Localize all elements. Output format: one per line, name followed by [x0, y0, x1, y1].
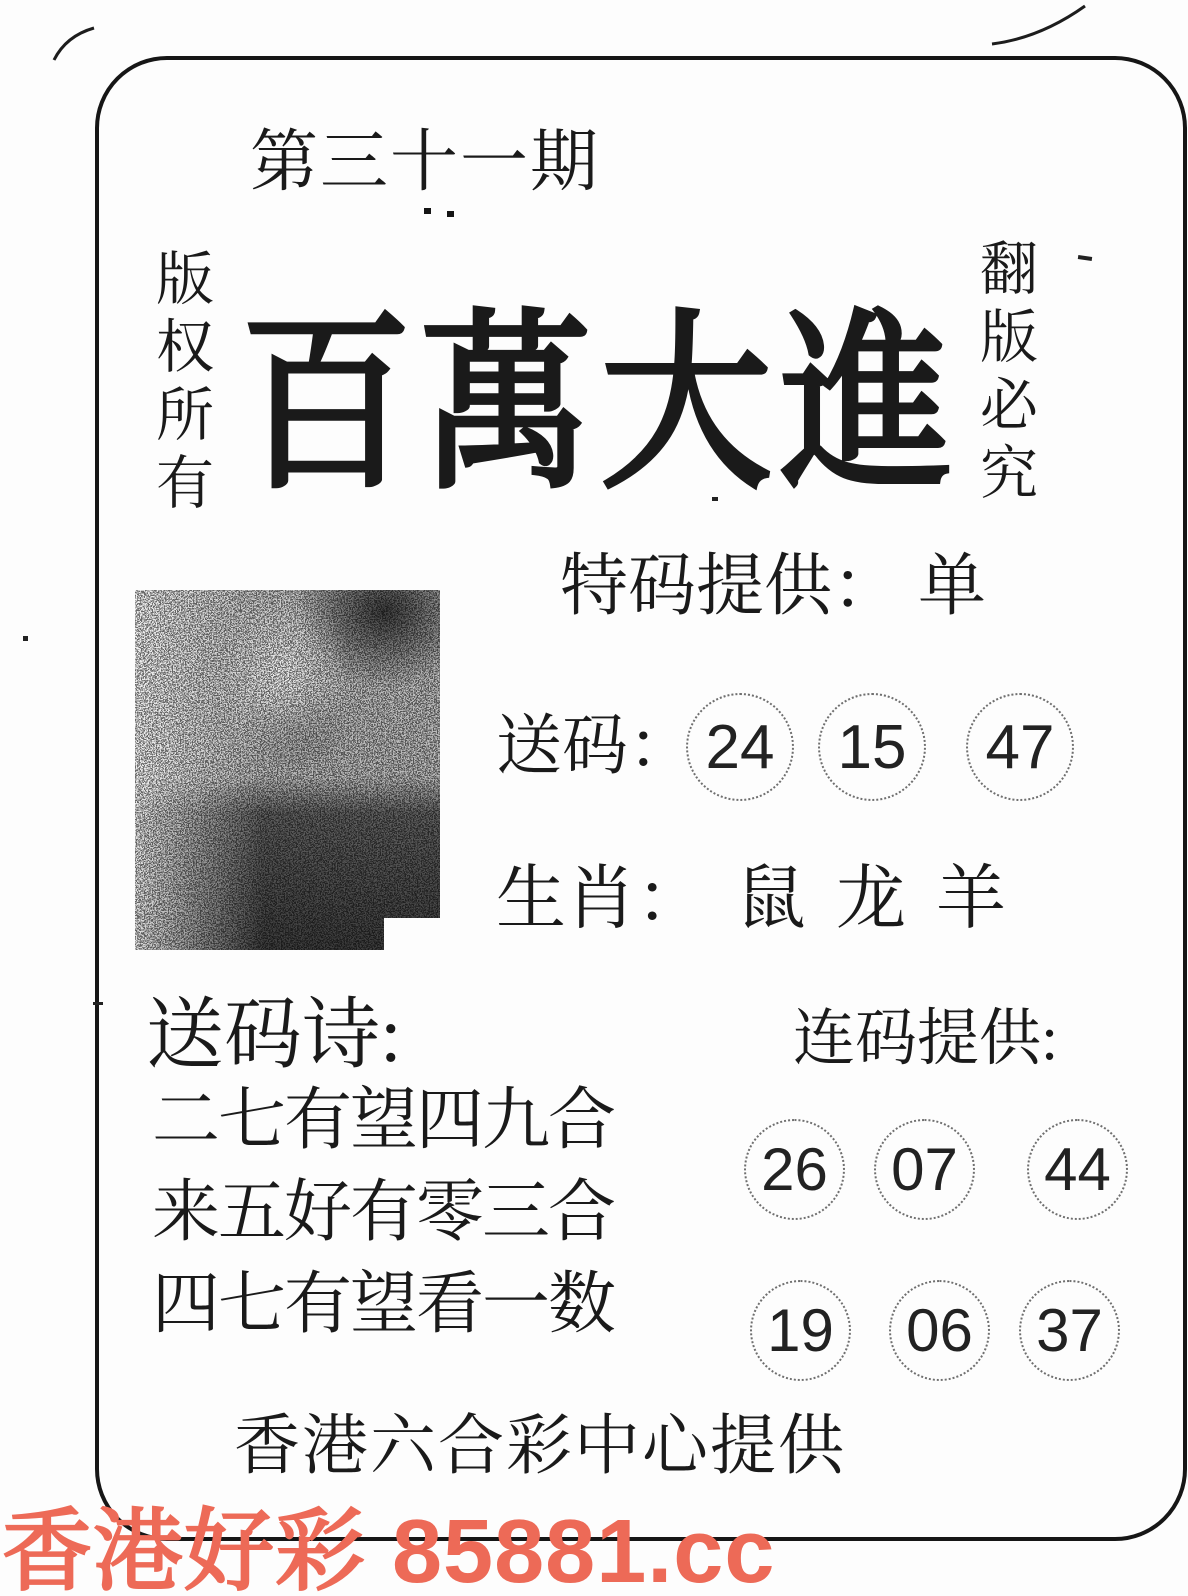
consecutive-number-circle: [1019, 1280, 1120, 1381]
consecutive-codes-label: 连码提供:: [793, 1005, 1059, 1073]
consecutive-number-circle: [750, 1280, 851, 1381]
portrait-photo: [135, 590, 440, 950]
consecutive-number: 26: [761, 1136, 828, 1203]
gift-number: 24: [705, 712, 775, 782]
consecutive-number-circle: [1027, 1119, 1128, 1220]
copyright-left-vertical: 版权所有: [147, 248, 212, 520]
poem-line: 来五好有零三合: [152, 1174, 615, 1250]
poem-label: 送码诗:: [146, 991, 402, 1078]
consecutive-number: 07: [891, 1136, 958, 1203]
consecutive-number: 44: [1044, 1136, 1111, 1203]
issue-title: 第三十一期: [250, 124, 601, 200]
gift-number: 47: [985, 712, 1055, 782]
ink-dot: [447, 211, 454, 217]
gift-number: 15: [837, 712, 907, 782]
zodiac-sign: 鼠: [736, 861, 806, 938]
photo-corner-notch: [384, 918, 440, 950]
poem-line: 四七有望看一数: [152, 1266, 615, 1342]
gift-number-circle: [818, 693, 926, 801]
page-title: 百萬大進: [240, 300, 960, 514]
consecutive-number: 19: [767, 1297, 834, 1364]
copyright-right-vertical: 翻版必究: [971, 238, 1036, 510]
consecutive-number-circle: [889, 1280, 990, 1381]
scan-artifact-curve-top-left: [52, 26, 98, 62]
consecutive-number-circle: [744, 1119, 845, 1220]
gift-number-circle: [966, 693, 1074, 801]
gift-codes-label: 送码：: [496, 710, 694, 783]
special-code-label: 特码提供：: [560, 548, 901, 624]
consecutive-number: 37: [1036, 1297, 1103, 1364]
consecutive-number-circle: [874, 1119, 975, 1220]
special-code-line: [560, 532, 986, 629]
zodiac-line: [496, 842, 1006, 943]
ink-dot: [424, 208, 431, 214]
scan-speck: [23, 636, 28, 641]
zodiac-sign: 龙: [836, 861, 906, 938]
watermark-text: 香港好彩 85881.cc: [2, 1502, 776, 1596]
zodiac-label: 生肖：: [496, 861, 706, 938]
consecutive-number: 06: [906, 1297, 973, 1364]
poem-line: 二七有望四九合: [152, 1082, 615, 1158]
provider-line: 香港六合彩中心提供: [234, 1410, 846, 1483]
scan-speck: [93, 1002, 103, 1005]
scan-artifact-curve-top-right: [990, 4, 1090, 48]
special-code-value: 单: [918, 548, 987, 624]
gift-number-circle: [686, 693, 794, 801]
zodiac-sign: 羊: [936, 861, 1006, 938]
photo-grain-texture: [135, 590, 440, 950]
